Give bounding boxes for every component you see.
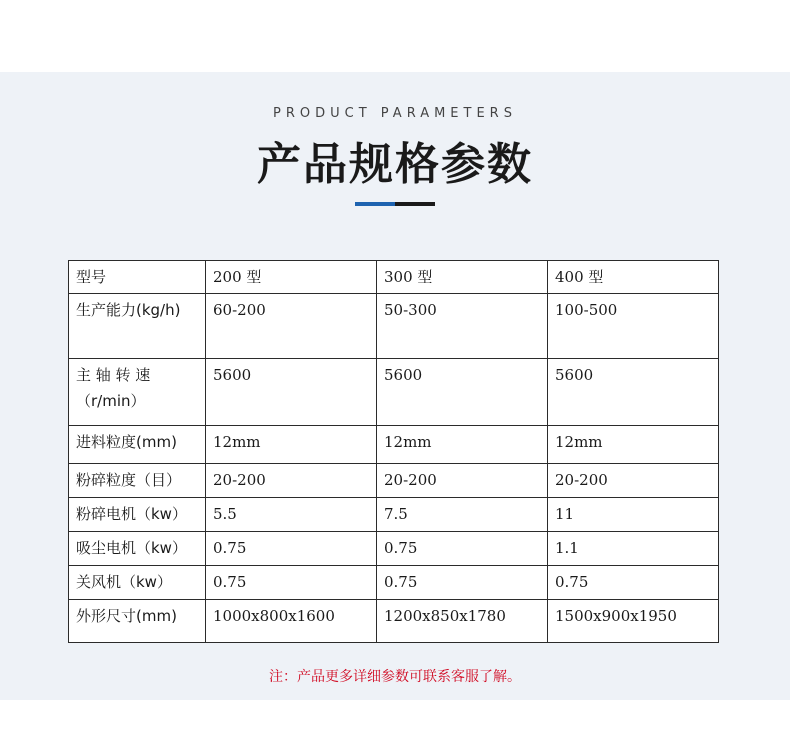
table-cell: 5600 [548,359,719,426]
row-label: 外形尺寸(mm) [69,600,206,643]
section-title: 产品规格参数 [257,139,533,190]
table-cell: 50-300 [377,294,548,359]
parameters-table [68,260,719,643]
table-cell: 12mm [206,426,377,464]
table-cell: 5600 [206,359,377,426]
table-cell: 11 [548,498,719,532]
row-label: 型号 [69,261,206,294]
table-cell: 0.75 [206,532,377,566]
table-cell: 12mm [548,426,719,464]
table-cell: 1500x900x1950 [548,600,719,643]
row-label: 主 轴 转 速（r/min） [69,359,206,426]
table-cell: 300 型 [377,261,548,294]
table-cell: 100-500 [548,294,719,359]
table-row [69,426,719,464]
table-row [69,359,719,426]
table-cell: 20-200 [548,464,719,498]
table-cell: 200 型 [206,261,377,294]
section-subtitle: PRODUCT PARAMETERS [273,106,517,121]
table-cell: 0.75 [377,532,548,566]
row-label: 吸尘电机（kw） [69,532,206,566]
title-underline-accent [355,202,395,206]
table-row [69,294,719,359]
table-cell: 12mm [377,426,548,464]
table-cell: 1.1 [548,532,719,566]
table-row [69,600,719,643]
table-cell: 5.5 [206,498,377,532]
contact-note: 注：产品更多详细参数可联系客服了解。 [269,669,521,685]
table-cell: 20-200 [206,464,377,498]
row-label: 粉碎电机（kw） [69,498,206,532]
table-cell: 7.5 [377,498,548,532]
row-label: 生产能力(kg/h) [69,294,206,359]
table-cell: 0.75 [206,566,377,600]
table-row [69,532,719,566]
table-row [69,498,719,532]
table-cell: 20-200 [377,464,548,498]
table-cell: 0.75 [548,566,719,600]
table-cell: 1000x800x1600 [206,600,377,643]
table-cell: 0.75 [377,566,548,600]
table-cell: 60-200 [206,294,377,359]
table-row [69,566,719,600]
row-label: 粉碎粒度（目） [69,464,206,498]
table-cell: 1200x850x1780 [377,600,548,643]
table-row [69,464,719,498]
row-label: 进料粒度(mm) [69,426,206,464]
title-underline-dark [395,202,435,206]
table-row [69,261,719,294]
row-label: 关风机（kw） [69,566,206,600]
table-cell: 400 型 [548,261,719,294]
table-cell: 5600 [377,359,548,426]
